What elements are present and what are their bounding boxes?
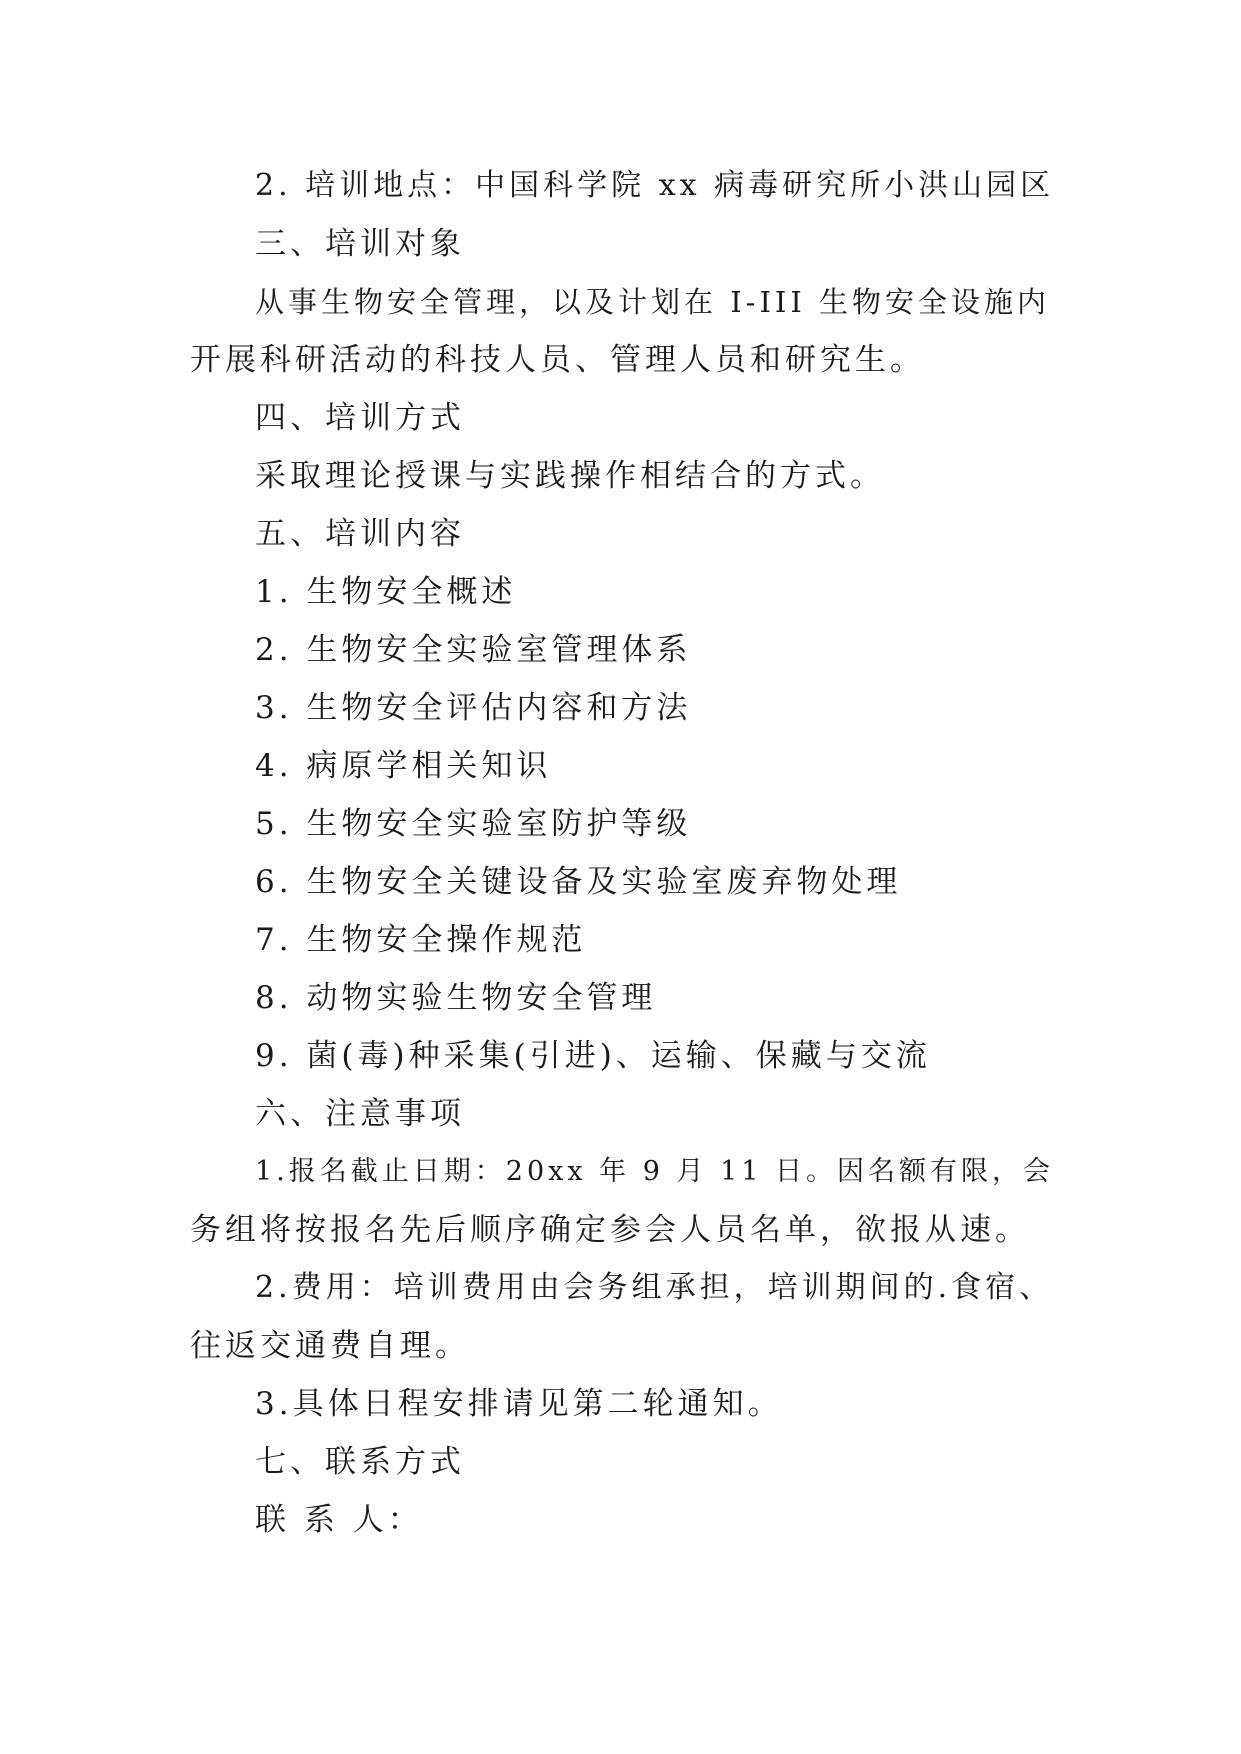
content-item: 5. 生物安全实验室防护等级 <box>255 806 692 842</box>
fee-paragraph-line-1: 2.费用：培训费用由会务组承担，培训期间的.食宿、 <box>255 1270 1054 1305</box>
section-heading-content: 五、培训内容 <box>255 516 465 552</box>
fee-paragraph-line-2: 往返交通费自理。 <box>190 1328 470 1364</box>
content-item: 6. 生物安全关键设备及实验室废弃物处理 <box>255 864 902 900</box>
section-heading-notes: 六、注意事项 <box>255 1096 465 1132</box>
content-item: 7. 生物安全操作规范 <box>255 922 587 958</box>
deadline-paragraph-line-1: 1.报名截止日期：20xx 年 9 月 11 日。因名额有限，会 <box>255 1156 1055 1187</box>
target-paragraph-line-2: 开展科研活动的科技人员、管理人员和研究生。 <box>190 342 925 378</box>
content-item: 9. 菌(毒)种采集(引进)、运输、保藏与交流 <box>255 1038 931 1074</box>
content-item: 2. 生物安全实验室管理体系 <box>255 632 692 668</box>
contact-person-label: 联 系 人： <box>255 1502 423 1538</box>
section-heading-contact: 七、联系方式 <box>255 1444 465 1480</box>
method-paragraph: 采取理论授课与实践操作相结合的方式。 <box>255 458 885 494</box>
section-heading-target: 三、培训对象 <box>255 226 465 262</box>
schedule-paragraph: 3.具体日程安排请见第二轮通知。 <box>255 1386 783 1422</box>
deadline-paragraph-line-2: 务组将按报名先后顺序确定参会人员名单，欲报从速。 <box>190 1212 1030 1248</box>
target-paragraph-line-1: 从事生物安全管理，以及计划在 I-III 生物安全设施内 <box>255 285 1051 319</box>
content-item: 3. 生物安全评估内容和方法 <box>255 690 692 726</box>
venue-line: 2. 培训地点：中国科学院 xx 病毒研究所小洪山园区 <box>255 168 1055 203</box>
section-heading-method: 四、培训方式 <box>255 400 465 436</box>
content-item: 8. 动物实验生物安全管理 <box>255 980 657 1016</box>
content-item: 4. 病原学相关知识 <box>255 748 552 784</box>
content-item: 1. 生物安全概述 <box>255 574 517 610</box>
